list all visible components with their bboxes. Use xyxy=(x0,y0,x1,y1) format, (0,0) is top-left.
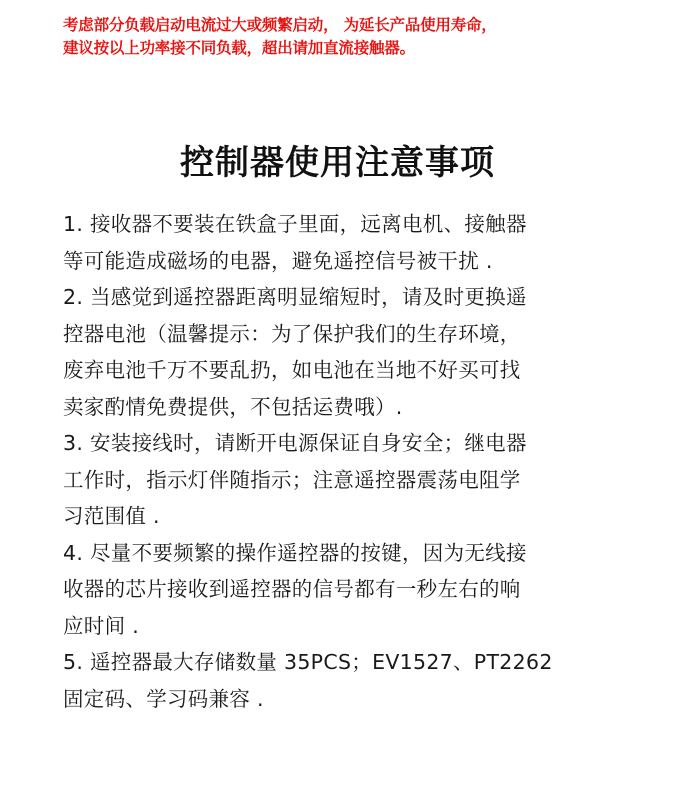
note-line: 4. 尽量不要频繁的操作遥控器的按键，因为无线接 xyxy=(63,540,527,565)
note-line: 工作时，指示灯伴随指示；注意遥控器震荡电阻学 xyxy=(63,467,521,492)
note-line: 5. 遥控器最大存储数量 35PCS；EV1527、PT2262 xyxy=(63,650,553,674)
note-line: 习范围值 . xyxy=(63,504,160,528)
note-line: 卖家酌情免费提供，不包括运费哦）. xyxy=(63,394,403,419)
note-line: 1. 接收器不要装在铁盒子里面，远离电机、接触器 xyxy=(63,212,527,236)
note-line: 废弃电池千万不要乱扔，如电池在当地不好买可找 xyxy=(63,358,521,382)
note-line: 控器电池（温馨提示：为了保护我们的生存环境， xyxy=(63,321,521,346)
warning-line: 建议按以上功率接不同负载，超出请加直流接触器。 xyxy=(63,39,415,57)
load-warning xyxy=(63,14,663,60)
note-line: 2. 当感觉到遥控器距离明显缩短时，请及时更换遥 xyxy=(63,285,527,309)
note-line: 等可能造成磁场的电器，避免遥控信号被干扰 . xyxy=(63,248,493,273)
note-line: 应时间 . xyxy=(63,613,140,638)
note-line: 3. 安装接线时，请断开电源保证自身安全；继电器 xyxy=(63,431,527,455)
note-line: 固定码、学习码兼容 . xyxy=(63,686,264,711)
page-title: 控制器使用注意事项 xyxy=(180,143,495,183)
notes-list xyxy=(63,206,663,717)
note-line: 收器的芯片接收到遥控器的信号都有一秒左右的响 xyxy=(63,577,521,601)
warning-line: 考虑部分负载启动电流过大或频繁启动， 为延长产品使用寿命， xyxy=(63,16,497,34)
